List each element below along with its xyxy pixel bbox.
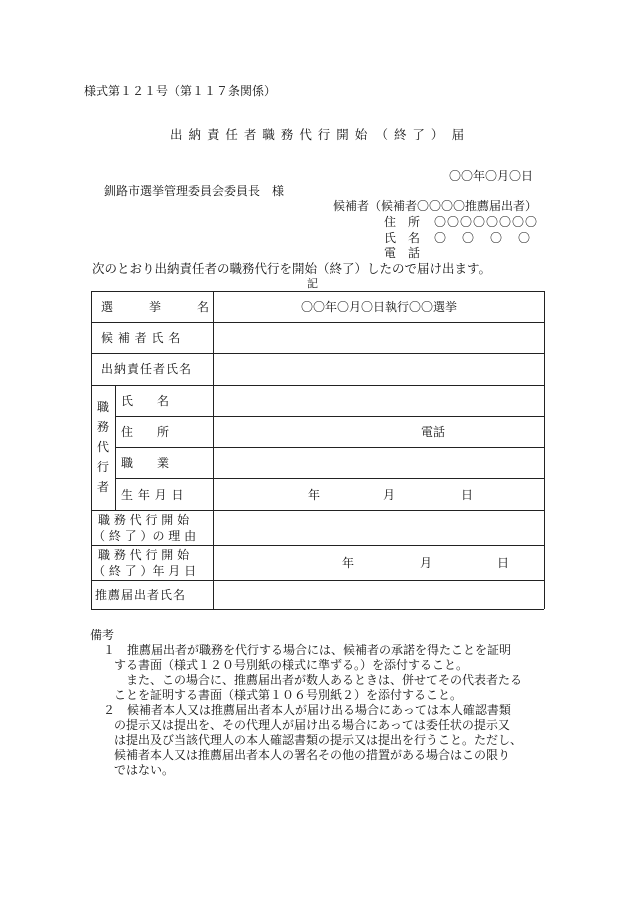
date-label-line2: （ 終 了 ）年 月 日: [93, 564, 197, 578]
notification-table: [91, 291, 544, 609]
submitter-name-label: 氏 名: [384, 231, 421, 245]
notes-section: [90, 628, 560, 778]
notes-heading: 備考: [90, 628, 115, 642]
note-line: の提示又は提出を、その代理人が届け出る場合にあっては委任状の提示又: [114, 718, 510, 732]
reason-label-line2: （ 終 了 ）の 理 由: [93, 529, 197, 543]
date-label-line1: 職 務 代 行 開 始: [98, 548, 190, 562]
note-line: １ 推薦届出者が職務を代行する場合には、候補者の承諾を得たことを証明: [103, 643, 512, 657]
note-line: ことを証明する書面（様式第１０６号別紙２）を添付すること。: [114, 688, 463, 702]
note-line: ２ 候補者本人又は推薦届出者本人が届け出る場合にあっては本人確認書類: [103, 703, 511, 717]
treasurer-name-label: 出納責任者氏名: [101, 362, 193, 376]
submitter-address-value: 〇〇〇〇〇〇〇〇: [434, 215, 539, 229]
note-line: また、この場合に、推薦届出者が数人あるときは、併せてその代表者たる: [126, 673, 523, 687]
addressee: 釧路市選挙管理委員会委員長 様: [104, 184, 285, 198]
agent-birthdate-label: 生 年 月 日: [121, 488, 184, 502]
note-line: 候補者本人又は推薦届出者本人の署名その他の措置がある場合はこの限り: [114, 748, 511, 762]
agent-group-label: 職 務 代 行 者: [96, 400, 109, 494]
note-line: する書面（様式１２０号別紙の様式に準ずる。）を添付すること。: [114, 658, 469, 672]
page-title: 出 納 責 任 者 職 務 代 行 開 始 （ 終 了 ） 届: [170, 127, 466, 142]
agent-phone-label: 電話: [421, 425, 446, 439]
date-day: 日: [497, 556, 510, 570]
submitter-name-value: 〇 〇 〇 〇: [434, 231, 533, 245]
ki-label: 記: [307, 277, 318, 290]
submission-date: 〇〇年〇月〇日: [449, 169, 534, 183]
agent-address-label: 住 所: [121, 425, 170, 439]
submitter-role: 候補者（候補者〇〇〇〇推薦届出者）: [333, 199, 538, 213]
date-year: 年: [342, 556, 355, 570]
recommender-name-label: 推薦届出者氏名: [95, 588, 187, 602]
submitter-address-label: 住 所: [384, 215, 421, 229]
agent-name-label: 氏 名: [121, 394, 170, 408]
treasurer-name-field[interactable]: [219, 356, 539, 382]
note-line: は提出及び当該代理人の本人確認書類の提示又は提出を行うこと。ただし、: [114, 733, 523, 747]
submitter-phone-label: 電 話: [384, 246, 421, 260]
agent-birth-month: 月: [383, 488, 396, 502]
election-label: 選 挙 名: [101, 300, 210, 314]
date-month: 月: [420, 556, 433, 570]
intro-sentence: 次のとおり出納責任者の職務代行を開始（終了）したので届け出ます。: [92, 261, 492, 276]
form-number: 様式第１２１号（第１１７条関係）: [84, 84, 277, 98]
candidate-name-field[interactable]: [219, 324, 539, 350]
agent-birth-year: 年: [308, 488, 321, 502]
agent-occupation-label: 職 業: [121, 456, 170, 470]
reason-label-line1: 職 務 代 行 開 始: [98, 513, 190, 527]
agent-birth-day: 日: [461, 488, 474, 502]
election-value: 〇〇年〇月〇日執行〇〇選挙: [301, 300, 458, 314]
candidate-name-label: 候 補 者 氏 名: [101, 331, 181, 345]
note-line: ではない。: [114, 763, 175, 777]
